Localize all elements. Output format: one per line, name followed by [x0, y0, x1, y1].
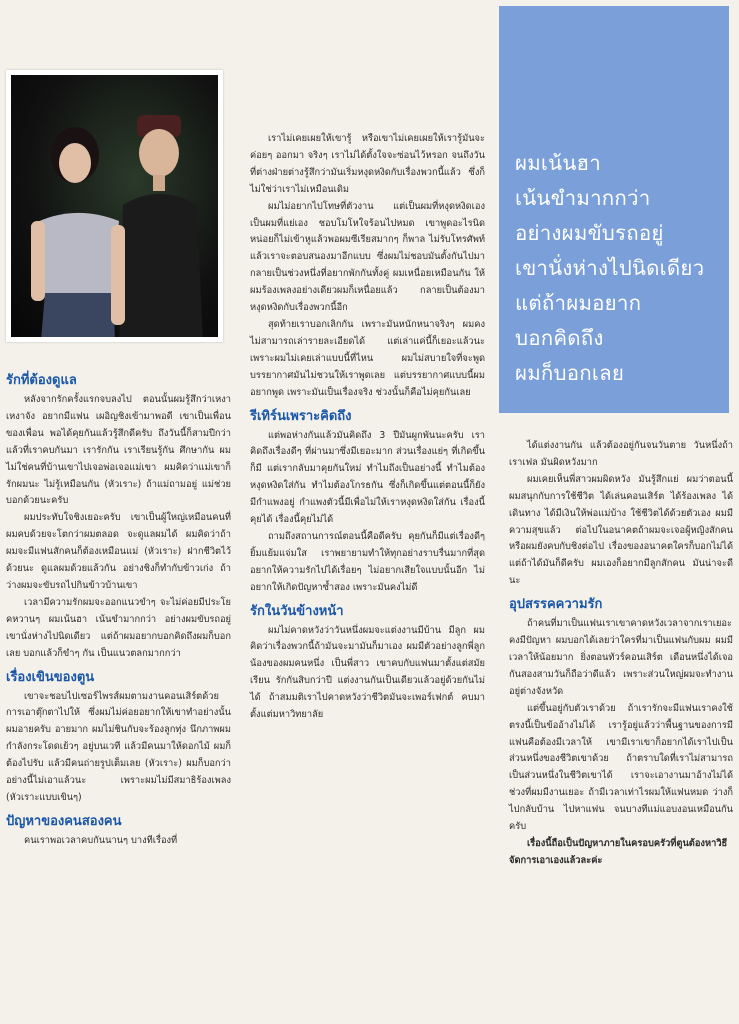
- paragraph: แต่พอห่างกันแล้วมันคิดถึง 3 ปีมันผูกพันนะครับ เราคิดถึงเรื่องดีๆ ที่ผ่านมาซึ่งมีเยอะมาก ส่วนเรื่องแย่ๆ ที่เกิดขึ้นก็มี แต่เรากลับมาคุยกันใหม่ ทำไมถึงเป็นอย่างนี้ ทำไมต้องหงุดหงิดใส่กัน ทำไมต้องโกรธกัน ซึ่งก็เกิดขึ้นแต่ตอนนี้ก็ยังมีกำแพงอยู่ กำแพงตัวนี้มีเพื่อไม่ให้เราหงุดหงิดใส่กัน เรื่องนี้คุยได้ เรื่องนี้คุยไม่ได้: [250, 429, 485, 526]
- paragraph: ผมไม่อยากไปโทษที่ตัวงาน แต่เป็นผมที่หงุดหงิดเอง เป็นผมที่แย่เอง ชอบโมโหใจร้อนไปหมด เขาพูดอะไรนิดหน่อยก็ไม่เข้าหูแล้วพอผมซีเรียสมากๆ ก็พาล ไม่รับโทรศัพท์ แล้วเราจะตอบสนองมาอีกแบบ ซึ่งผมไม่ชอบมันตั้งกันไปมา กลายเป็นช่วงหนึ่งที่อยากพักกันทั้งคู่ ผมเหนื่อยเหมือนกัน ให้ผมร้องเพลงอย่างเดียวผมก็เหนื่อยแล้ว กลายเป็นต้องมาหงุดหงิดกับเรื่องพวกนี้อีก: [250, 200, 485, 314]
- heading-return-missing: รีเทิร์นเพราะคิดถึง: [250, 408, 352, 424]
- paragraph: ถ้าคนที่มาเป็นแฟนเราเขาคาดหวังเวลาจากเราเยอะ คงมีปัญหา ผมบอกได้เลยว่าใครที่มาเป็นแฟนกับผม ผมมีเวลาให้น้อยมาก ยิ่งตอนทัวร์คอนเสิร์ต เดือนหนึ่งได้เจอกันสองสามวันก็ถือว่าดีแล้ว เพราะส่วนใหญ่ผมจะทำงานอยู่ต่างจังหวัด: [509, 618, 733, 697]
- paragraph: หลังจากรักครั้งแรกจบลงไป ตอนนั้นผมรู้สึกว่าเหงา เหงาจัง อยากมีแฟน เผอิญชิงเข้ามาพอดี เขาเป็นเพื่อนของเพื่อน พอได้คุยกันแล้วรู้สึกดีครับ ถึงวันนี้ก็สามปีกว่าแล้วที่เราคบกันมา เรารักกัน เราเรียนรู้กัน ศึกษากัน ผมไม่ใช่คนที่บ้านเขาไปเจอพ่อเจอแม่เขา ผมคิดว่าแม่เขาก็รักผมนะ ไม่รู้เหมือนกัน (หัวเราะ) ถ้าแม่ถามอยู่ แม่ช่วยบอกด้วยนะครับ: [6, 394, 231, 507]
- column-1: [6, 366, 231, 850]
- heading-couple-problem: ปัญหาของคนสองคน: [6, 813, 122, 829]
- photo-image: [11, 75, 218, 337]
- paragraph: เราไม่เคยเผยให้เขารู้ หรือเขาไม่เคยเผยให้เรารู้มันจะค่อยๆ ออกมา จริงๆ เราไม่ได้ตั้งใจจะซ่อนไว้หรอก จนถึงวันที่ต่างฝ่ายต่างรู้สึกว่ามันเริ่มหงุดหงิดกับเรื่องพวกนี้แล้ว ซึ่งก็ไม่ใช่ว่าเราไม่เหมือนเดิม: [250, 133, 485, 195]
- paragraph: ผมเคยเห็นพี่สาวผมผิดหวัง มันรู้สึกแย่ ผมว่าตอนนี้ผมสนุกกับการใช้ชีวิต ได้เล่นคอนเสิร์ต ได้ร้องเพลง ได้เดินทาง ได้มีเงินให้พ่อแม่บ้าง ใช้ชีวิตได้ด้วยตัวเอง ผมมีความสุขแล้ว ต่อไปในอนาคตถ้าผมจะเจอผู้หญิงสักคน หรือผมยังคบกับชิงต่อไป เรื่องของอนาคตใครก็บอกไม่ได้ แต่ถ้าได้มันก็ดีครับ ผมเองก็อยากมีลูกสักคน มันน่าจะดีนะ: [509, 473, 733, 587]
- couple-photo: [6, 70, 223, 342]
- paragraph: สุดท้ายเราบอกเลิกกัน เพราะมันหนักหนาจริงๆ ผมคงไม่สามารถเล่ารายละเอียดได้ แต่เล่าแค่นี้ก็เยอะแล้วนะ เพราะผมไม่เคยเล่าแบบนี้ที่ไหน ผมไม่สบายใจที่จะพูด บรรยากาศมันไม่ชวนให้เราพูดเลย แต่บรรยากาศแบบนี้ผมอยากพูด เพราะมันเป็นเรื่องจริง ช่วงนั้นก็คือไม่คุยกันเลย: [250, 318, 485, 398]
- paragraph: ผมไม่คาดหวังว่าวันหนึ่งผมจะแต่งงานมีบ้าน มีลูก ผมคิดว่าเรื่องพวกนี้ถ้ามันจะมามันก็มาเอง ผมมีตัวอย่างลูกพี่ลูกน้องของผมคนหนึ่ง เป็นพี่สาว เขาคบกับแฟนมาตั้งแต่สมัยเรียน รักกันสิบกว่าปี แต่งงานกันเป็นเดียวแล้วอยู่ด้วยกันไม่ได้ ถ้าสมมติเราไปคาดหวังว่าชีวิตมันจะเพอร์เฟกต์ คบมาตั้งแต่มหาวิทยาลัย: [250, 624, 485, 721]
- paragraph: เขาจะชอบไปเซอร์ไพรส์ผมตามงานคอนเสิร์ตด้วยการเอาตุ๊กตาไปให้ ซึ่งผมไม่ค่อยอยากให้เขาทำอย่างนั้น ผมอายครับ อายมาก ผมไม่ชินกับจะร้องลูกทุ่ง นึกภาพผมกำลังกระโดดเย้วๆ อยู่บนเวที แล้วมีคนมาให้ดอกไม้ ผมก็ต้องไปรับ แล้วมีคนถ่ายรูปเต็มเลย (หัวเราะ) ผมก็บอกว่าอย่างนี้ไม่เอาแล้วนะ เพราะผมไม่มีสมาธิร้องเพลง (หัวเราะแบบเขินๆ): [6, 690, 231, 803]
- column-2: [250, 131, 485, 724]
- paragraph: ผมประทับใจชิงเยอะครับ เขาเป็นผู้ใหญ่เหมือนคนที่ผมคบด้วยจะโตกว่าผมตลอด จะดูแลผมได้ ผมคิดว่าถ้าผมจะมีแฟนสักคนก็ต้องเหมือนแม่ (หัวเราะ) ฝากชีวิตไว้ด้วยนะ ดูแลผมด้วยแล้วกัน อย่างชิงก็ทำกับข้าวเก่ง ถ้าว่างผมจะขับรถไปกินข้าวบ้านเขา: [6, 512, 231, 591]
- paragraph: คนเราพอเวลาคบกันนานๆ บางทีเรื่องที่: [24, 834, 178, 846]
- closing-paragraph: เรื่องนี้ถือเป็นปัญหาภายในครอบครัวที่ตูนต้องหาวิธีจัดการเอาเองแล้วละค่ะ: [509, 837, 728, 866]
- paragraph: ได้แต่งงานกัน แล้วต้องอยู่กันจนวันตาย วันหนึ่งถ้าเราเฟล มันผิดหวังมาก: [509, 440, 733, 468]
- heading-love-obstacle: อุปสรรคความรัก: [509, 597, 603, 613]
- heading-future-love: รักในวันข้างหน้า: [250, 603, 344, 619]
- heading-embarrassing-story: เรื่องเขินของตูน: [6, 669, 95, 685]
- paragraph: เวลามีความรักผมจะออกแนวขำๆ จะไม่ค่อยมีประโยคหวานๆ ผมเน้นฮา เน้นขำมากกว่า อย่างผมขับรถอยู่ เขานั่งห่างไปนิดเดียว แต่ถ้าผมอยากบอกคิดถึงผมก็บอกเลย บอกแล้วก็ขำๆ กัน เป็นแนวตลกมากกว่า: [6, 596, 231, 659]
- woman-figure: [23, 125, 133, 337]
- paragraph: แต่ขึ้นอยู่กับตัวเราด้วย ถ้าเรารักจะมีแฟนเราคงใช้ตรงนี้เป็นข้ออ้างไม่ได้ เรารู้อยู่แล้วว่าพื้นฐานของการมีแฟนคือต้องมีเวลาให้ เขามีเราเขาก็อยากได้เราไปเป็นส่วนหนึ่งของชีวิตเขาด้วย ถ้าตราบใดที่เราไม่สามารถเป็นส่วนหนึ่งในชีวิตเขาได้ เราจะเอางานมาอ้างไม่ได้ ช่วงที่ผมมีงานเยอะ ถ้ามีเวลาเท่าไรผมให้แฟนหมด ว่างก็ไปกลับบ้าน ไปหาแฟน จนบางทีแม่แอบงอนเหมือนกันครับ: [509, 702, 733, 833]
- pull-quote: ผมเน้นฮา เน้นขำมากกว่า อย่างผมขับรถอยู่ เขานั่งห่างไปนิดเดียว แต่ถ้าผมอยาก บอกคิดถึง ผมก็บอกเลย: [515, 151, 705, 385]
- pull-quote-box: [499, 6, 729, 413]
- column-3: [509, 438, 733, 870]
- heading-love-to-care: รักที่ต้องดูแล: [6, 373, 77, 388]
- paragraph: ถามถึงสถานการณ์ตอนนี้คือดีครับ คุยกันก็มีแต่เรื่องดีๆ ยิ้มแย้มแจ่มใส เราพยายามทำให้ทุกอย่างราบรื่นมากที่สุด อยากให้ความรักไปได้เรื่อยๆ ไม่อยากเสียใจแบบนั้นอีก ไม่อยากให้เกิดปัญหาซ้ำสอง เพราะมันคงไม่ดี: [250, 530, 485, 593]
